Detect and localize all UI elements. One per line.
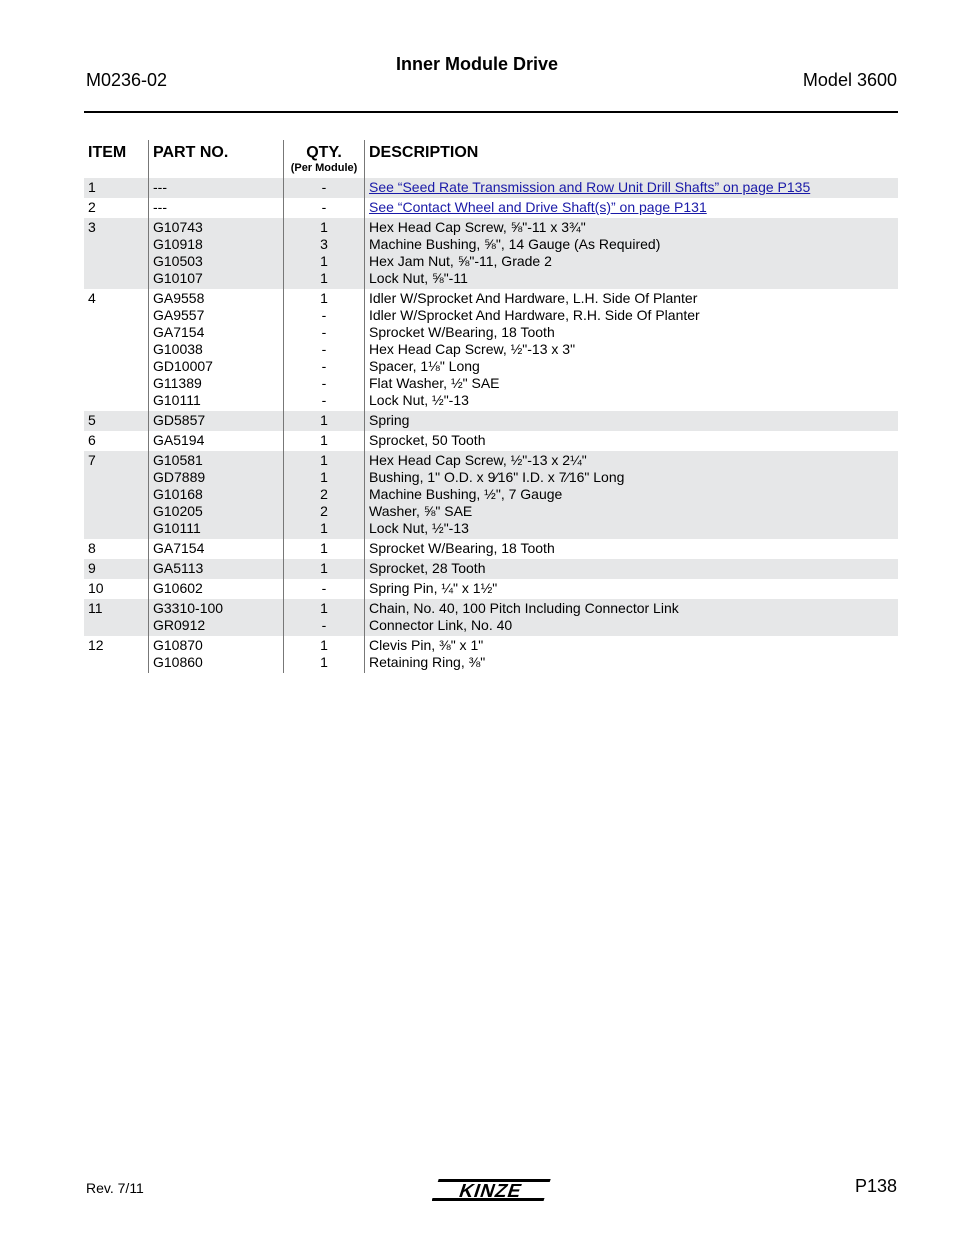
table-row [84,178,898,198]
item-number: 4 [88,290,96,306]
column-header-qty: QTY. [306,144,342,161]
table-row [84,218,898,289]
part-number: G10038 [153,341,203,357]
column-divider [283,559,284,579]
kinze-logo [432,1175,552,1205]
part-number: GA9557 [153,307,205,323]
column-divider [148,431,149,451]
part-description: Sprocket W/Bearing, 18 Tooth [369,540,555,556]
quantity-cell [284,412,364,429]
part-description: Sprocket W/Bearing, 18 Tooth [369,324,555,340]
description-cell [369,432,898,449]
part-number: GD10007 [153,358,213,374]
quantity: 1 [320,540,328,556]
part-description: Chain, No. 40, 100 Pitch Including Connector Link [369,600,679,616]
quantity: 1 [320,452,328,468]
part-description: Machine Bushing, ⅝", 14 Gauge (As Required) [369,236,661,252]
column-divider [283,411,284,431]
cross-reference-link[interactable]: See “Contact Wheel and Drive Shaft(s)” on page P131 [369,199,707,215]
quantity: 1 [320,600,328,616]
item-number: 9 [88,560,96,576]
part-number-cell [153,412,205,429]
quantity: - [321,179,327,195]
column-divider [148,140,149,178]
part-description: Lock Nut, ½"-13 [369,392,469,408]
quantity: 1 [320,469,328,485]
part-number: GA7154 [153,324,205,340]
part-number: G10870 [153,637,203,653]
table-row [84,289,898,411]
column-divider [364,431,365,451]
document-number: M0236-02 [86,70,168,90]
quantity-cell [284,432,364,449]
quantity-cell [284,452,364,537]
item-number: 5 [88,412,96,428]
part-number-cell [153,432,204,449]
part-number: G10860 [153,654,203,670]
table-row [84,431,898,451]
part-number: GD7889 [153,469,206,485]
column-divider [148,178,149,198]
quantity: 1 [320,654,328,670]
part-number: G10205 [153,503,203,519]
column-header-item: ITEM [88,144,127,161]
part-description: Retaining Ring, ⅜" [369,654,486,670]
quantity: - [321,307,327,323]
description-cell [369,540,898,557]
part-description: Washer, ⅝" SAE [369,503,473,519]
table-row [84,636,898,673]
quantity: 2 [320,503,328,519]
column-divider [364,289,365,411]
part-number: GA5194 [153,432,205,448]
column-divider [283,636,284,673]
page-number: P138 [854,1176,897,1196]
part-number: G10503 [153,253,203,269]
item-number: 3 [88,219,96,235]
part-number-cell [153,560,203,577]
part-number-cell [153,199,167,216]
item-number: 11 [88,600,103,616]
column-divider [148,451,149,539]
quantity: 1 [320,253,328,269]
column-divider [148,559,149,579]
part-number-cell [153,637,203,671]
part-description: Hex Head Cap Screw, ½"-13 x 3" [369,341,576,357]
table-body [84,178,898,673]
column-divider [148,198,149,218]
part-number: G3310-100 [153,600,224,616]
column-divider [148,218,149,289]
part-number-cell [153,179,167,196]
part-number: GA7154 [153,540,205,556]
part-description: Lock Nut, ⅝"-11 [369,270,468,286]
part-number: G10581 [153,452,203,468]
item-number: 8 [88,540,96,556]
part-description: Spring Pin, ¼" x 1½" [369,580,498,596]
description-cell [369,199,898,216]
part-number-cell [153,452,205,537]
column-divider [364,559,365,579]
column-divider [364,579,365,599]
column-divider [364,451,365,539]
description-cell [369,560,898,577]
part-description: Connector Link, No. 40 [369,617,513,633]
part-number: GA9558 [153,290,205,306]
quantity-cell [284,540,364,557]
table-row [84,599,898,636]
description-cell [369,452,898,537]
quantity: - [321,580,327,596]
svg-text:KINZE: KINZE [456,1180,526,1202]
quantity-cell [284,219,364,287]
column-divider [364,178,365,198]
part-description: Hex Head Cap Screw, ½"-13 x 2¼" [369,452,587,468]
part-number: GA5113 [153,560,204,576]
part-number: G10168 [153,486,203,502]
table-row [84,451,898,539]
part-number-cell [153,580,203,597]
column-divider [364,539,365,559]
quantity: 1 [320,290,328,306]
column-divider [283,198,284,218]
part-number: GD5857 [153,412,206,428]
table-row [84,198,898,218]
quantity: 1 [320,637,328,653]
item-number: 12 [88,637,104,653]
column-divider [364,218,365,289]
part-number: G10743 [153,219,203,235]
quantity: 2 [320,486,328,502]
item-number: 6 [88,432,96,448]
column-divider [283,140,284,178]
column-divider [148,411,149,431]
column-header-qty-subtitle: (Per Module) [290,162,358,174]
quantity-cell [284,179,364,196]
part-number: G10602 [153,580,203,596]
item-number: 2 [88,199,96,215]
column-divider [148,599,149,636]
column-divider [364,599,365,636]
part-description: Sprocket, 50 Tooth [369,432,486,448]
quantity: 3 [320,236,328,252]
part-number-cell [153,600,223,634]
part-number: G10918 [153,236,203,252]
column-divider [364,198,365,218]
table-row [84,539,898,559]
revision-label: Rev. 7/11 [86,1180,144,1196]
quantity: 1 [320,412,328,428]
part-number: --- [153,199,167,215]
column-divider [283,579,284,599]
part-number-cell [153,290,213,409]
model-label: Model 3600 [802,70,897,90]
column-divider [148,636,149,673]
description-cell [369,219,898,287]
description-cell [369,290,898,409]
quantity: - [321,358,327,374]
quantity: - [321,375,327,391]
quantity: 1 [320,219,328,235]
quantity-cell [284,637,364,671]
part-description: Sprocket, 28 Tooth [369,560,486,576]
part-description: Spring [369,412,410,428]
table-row [84,579,898,599]
part-description: Clevis Pin, ⅜" x 1" [369,637,484,653]
part-description: Bushing, 1" O.D. x 9⁄16" I.D. x 7⁄16" Long [369,469,625,485]
header-divider [84,111,898,113]
column-divider [148,579,149,599]
quantity: - [321,617,327,633]
part-description: Hex Jam Nut, ⅝"-11, Grade 2 [369,253,552,269]
part-description: Flat Washer, ½" SAE [369,375,500,391]
column-divider [283,599,284,636]
description-cell [369,580,898,597]
part-description: Idler W/Sprocket And Hardware, L.H. Side Of Planter [369,290,698,306]
column-divider [283,539,284,559]
column-divider [148,539,149,559]
part-description: Idler W/Sprocket And Hardware, R.H. Side Of Planter [369,307,700,323]
part-number: GR0912 [153,617,206,633]
quantity: 1 [320,520,328,536]
quantity: 1 [320,432,328,448]
description-cell [369,179,898,196]
column-divider [283,451,284,539]
column-divider [364,411,365,431]
quantity: - [321,341,327,357]
column-header-part-no: PART NO. [153,144,229,161]
quantity-cell [284,560,364,577]
table-row [84,559,898,579]
description-cell [369,600,898,634]
part-number: G10111 [153,520,201,536]
part-description: Lock Nut, ½"-13 [369,520,469,536]
parts-table [84,140,898,673]
part-description: Machine Bushing, ½", 7 Gauge [369,486,563,502]
item-number: 10 [88,580,104,596]
item-number: 7 [88,452,96,468]
column-divider [283,289,284,411]
quantity: 1 [320,560,328,576]
part-description: Hex Head Cap Screw, ⅝"-11 x 3¾" [369,219,586,235]
quantity: 1 [320,270,328,286]
column-divider [364,140,365,178]
cross-reference-link[interactable]: See “Seed Rate Transmission and Row Unit Drill Shafts” on page P135 [369,179,811,195]
part-number: G11389 [153,375,202,391]
part-number: G10111 [153,392,201,408]
quantity-cell [284,290,364,409]
page-title: Inner Module Drive [395,54,559,74]
column-divider [283,218,284,289]
table-header [84,140,898,178]
quantity-cell [284,600,364,634]
column-divider [283,431,284,451]
table-row [84,411,898,431]
quantity-cell [284,199,364,216]
column-divider [148,289,149,411]
quantity: - [321,392,327,408]
quantity: - [321,199,327,215]
part-number: G10107 [153,270,203,286]
column-divider [283,178,284,198]
part-description: Spacer, 1⅛" Long [369,358,480,374]
column-header-description: DESCRIPTION [369,144,479,161]
item-number: 1 [88,179,96,195]
part-number-cell [153,219,203,287]
part-number-cell [153,540,204,557]
quantity: - [321,324,327,340]
column-divider [364,636,365,673]
description-cell [369,637,898,671]
part-number: --- [153,179,167,195]
quantity-cell [284,580,364,597]
description-cell [369,412,898,429]
